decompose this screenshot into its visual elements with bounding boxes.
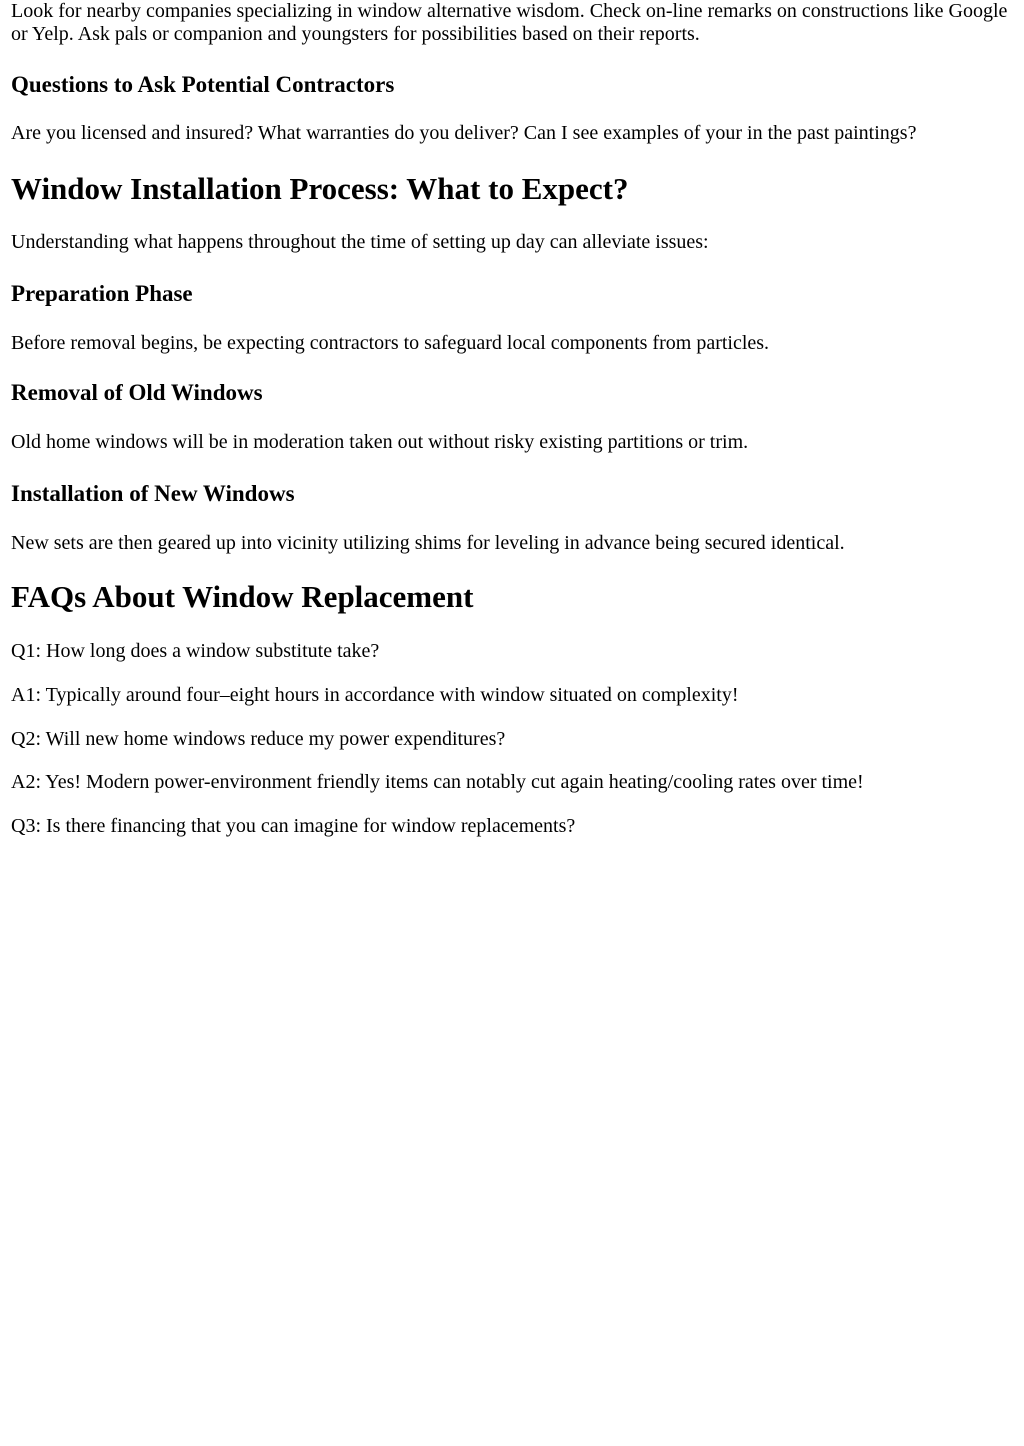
intro-paragraph: Look for nearby companies specializing in window alternative wisdom. Check on-line remarks on constructions like Google or Yelp. Ask pals or companion and youngsters for possibilities based on their reports. xyxy=(11,0,1008,45)
preparation-heading: Preparation Phase xyxy=(11,281,193,306)
faq-question-2: Q2: Will new home windows reduce my power expenditures? xyxy=(11,728,506,750)
preparation-paragraph: Before removal begins, be expecting contractors to safeguard local components from particles. xyxy=(11,332,770,354)
faq-question-1: Q1: How long does a window substitute take? xyxy=(11,640,380,662)
faq-answer-1: A1: Typically around four–eight hours in accordance with window situated on complexity! xyxy=(11,684,739,706)
questions-heading: Questions to Ask Potential Contractors xyxy=(11,72,395,97)
faq-answer-2: A2: Yes! Modern power-environment friendly items can notably cut again heating/cooling rates over time! xyxy=(11,771,864,793)
faq-question-3: Q3: Is there financing that you can imagine for window replacements? xyxy=(11,815,576,837)
installation-intro: Understanding what happens throughout the time of setting up day can alleviate issues: xyxy=(11,231,709,253)
removal-heading: Removal of Old Windows xyxy=(11,380,263,405)
new-windows-paragraph: New sets are then geared up into vicinity utilizing shims for leveling in advance being secured identical. xyxy=(11,532,845,554)
questions-paragraph: Are you licensed and insured? What warranties do you deliver? Can I see examples of your in the past paintings? xyxy=(11,122,917,144)
faq-heading: FAQs About Window Replacement xyxy=(11,579,474,614)
removal-paragraph: Old home windows will be in moderation taken out without risky existing partitions or trim. xyxy=(11,431,749,453)
new-windows-heading: Installation of New Windows xyxy=(11,481,295,506)
installation-heading: Window Installation Process: What to Expect? xyxy=(11,171,629,206)
